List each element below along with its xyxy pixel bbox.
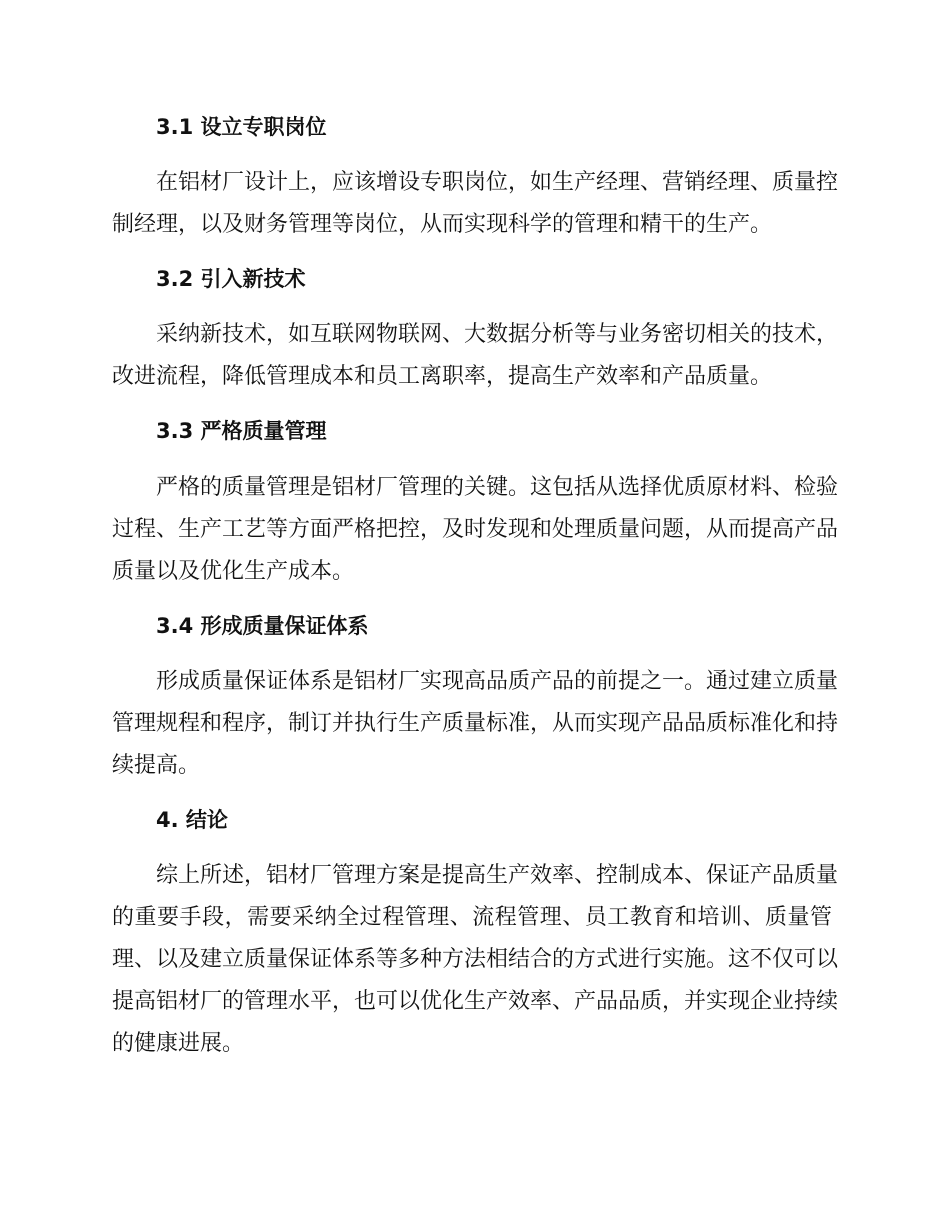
section-heading-3-4: 3.4 形成质量保证体系 [156,614,369,638]
paragraph-line: 管理规程和程序，制订并执行生产质量标准，从而实现产品品质标准化和持 [112,711,839,736]
section-heading-3-3: 3.3 严格质量管理 [156,419,327,443]
paragraph-line: 采纳新技术，如互联网物联网、大数据分析等与业务密切相关的技术， [156,322,839,347]
paragraph-line: 过程、生产工艺等方面严格把控，及时发现和处理质量问题，从而提高产品 [112,517,839,542]
paragraph-line: 的健康进展。 [112,1031,245,1056]
section-paragraph-3-3 [112,467,839,593]
section-heading-4: 4. 结论 [156,808,228,832]
paragraph-line: 质量以及优化生产成本。 [112,559,355,584]
paragraph-line: 在铝材厂设计上，应该增设专职岗位，如生产经理、营销经理、质量控 [156,170,839,195]
paragraph-line: 理、以及建立质量保证体系等多种方法相结合的方式进行实施。这不仅可以 [112,947,839,972]
paragraph-line: 严格的质量管理是铝材厂管理的关键。这包括从选择优质原材料、检验 [156,475,839,500]
section-paragraph-4 [112,855,839,1065]
paragraph-line: 的重要手段，需要采纳全过程管理、流程管理、员工教育和培训、质量管 [112,905,832,930]
paragraph-line: 改进流程，降低管理成本和员工离职率，提高生产效率和产品质量。 [112,364,773,389]
paragraph-line: 形成质量保证体系是铝材厂实现高品质产品的前提之一。通过建立质量 [156,669,839,694]
paragraph-line: 制经理，以及财务管理等岗位，从而实现科学的管理和精干的生产。 [112,212,773,237]
section-paragraph-3-1 [112,162,839,246]
paragraph-line: 续提高。 [112,753,201,778]
section-paragraph-3-4 [112,661,839,787]
section-paragraph-3-2 [112,314,839,398]
section-heading-3-2: 3.2 引入新技术 [156,267,306,291]
paragraph-line: 提高铝材厂的管理水平，也可以优化生产效率、产品品质，并实现企业持续 [112,989,839,1014]
section-heading-3-1: 3.1 设立专职岗位 [156,115,327,139]
paragraph-line: 综上所述，铝材厂管理方案是提高生产效率、控制成本、保证产品质量 [156,863,839,888]
